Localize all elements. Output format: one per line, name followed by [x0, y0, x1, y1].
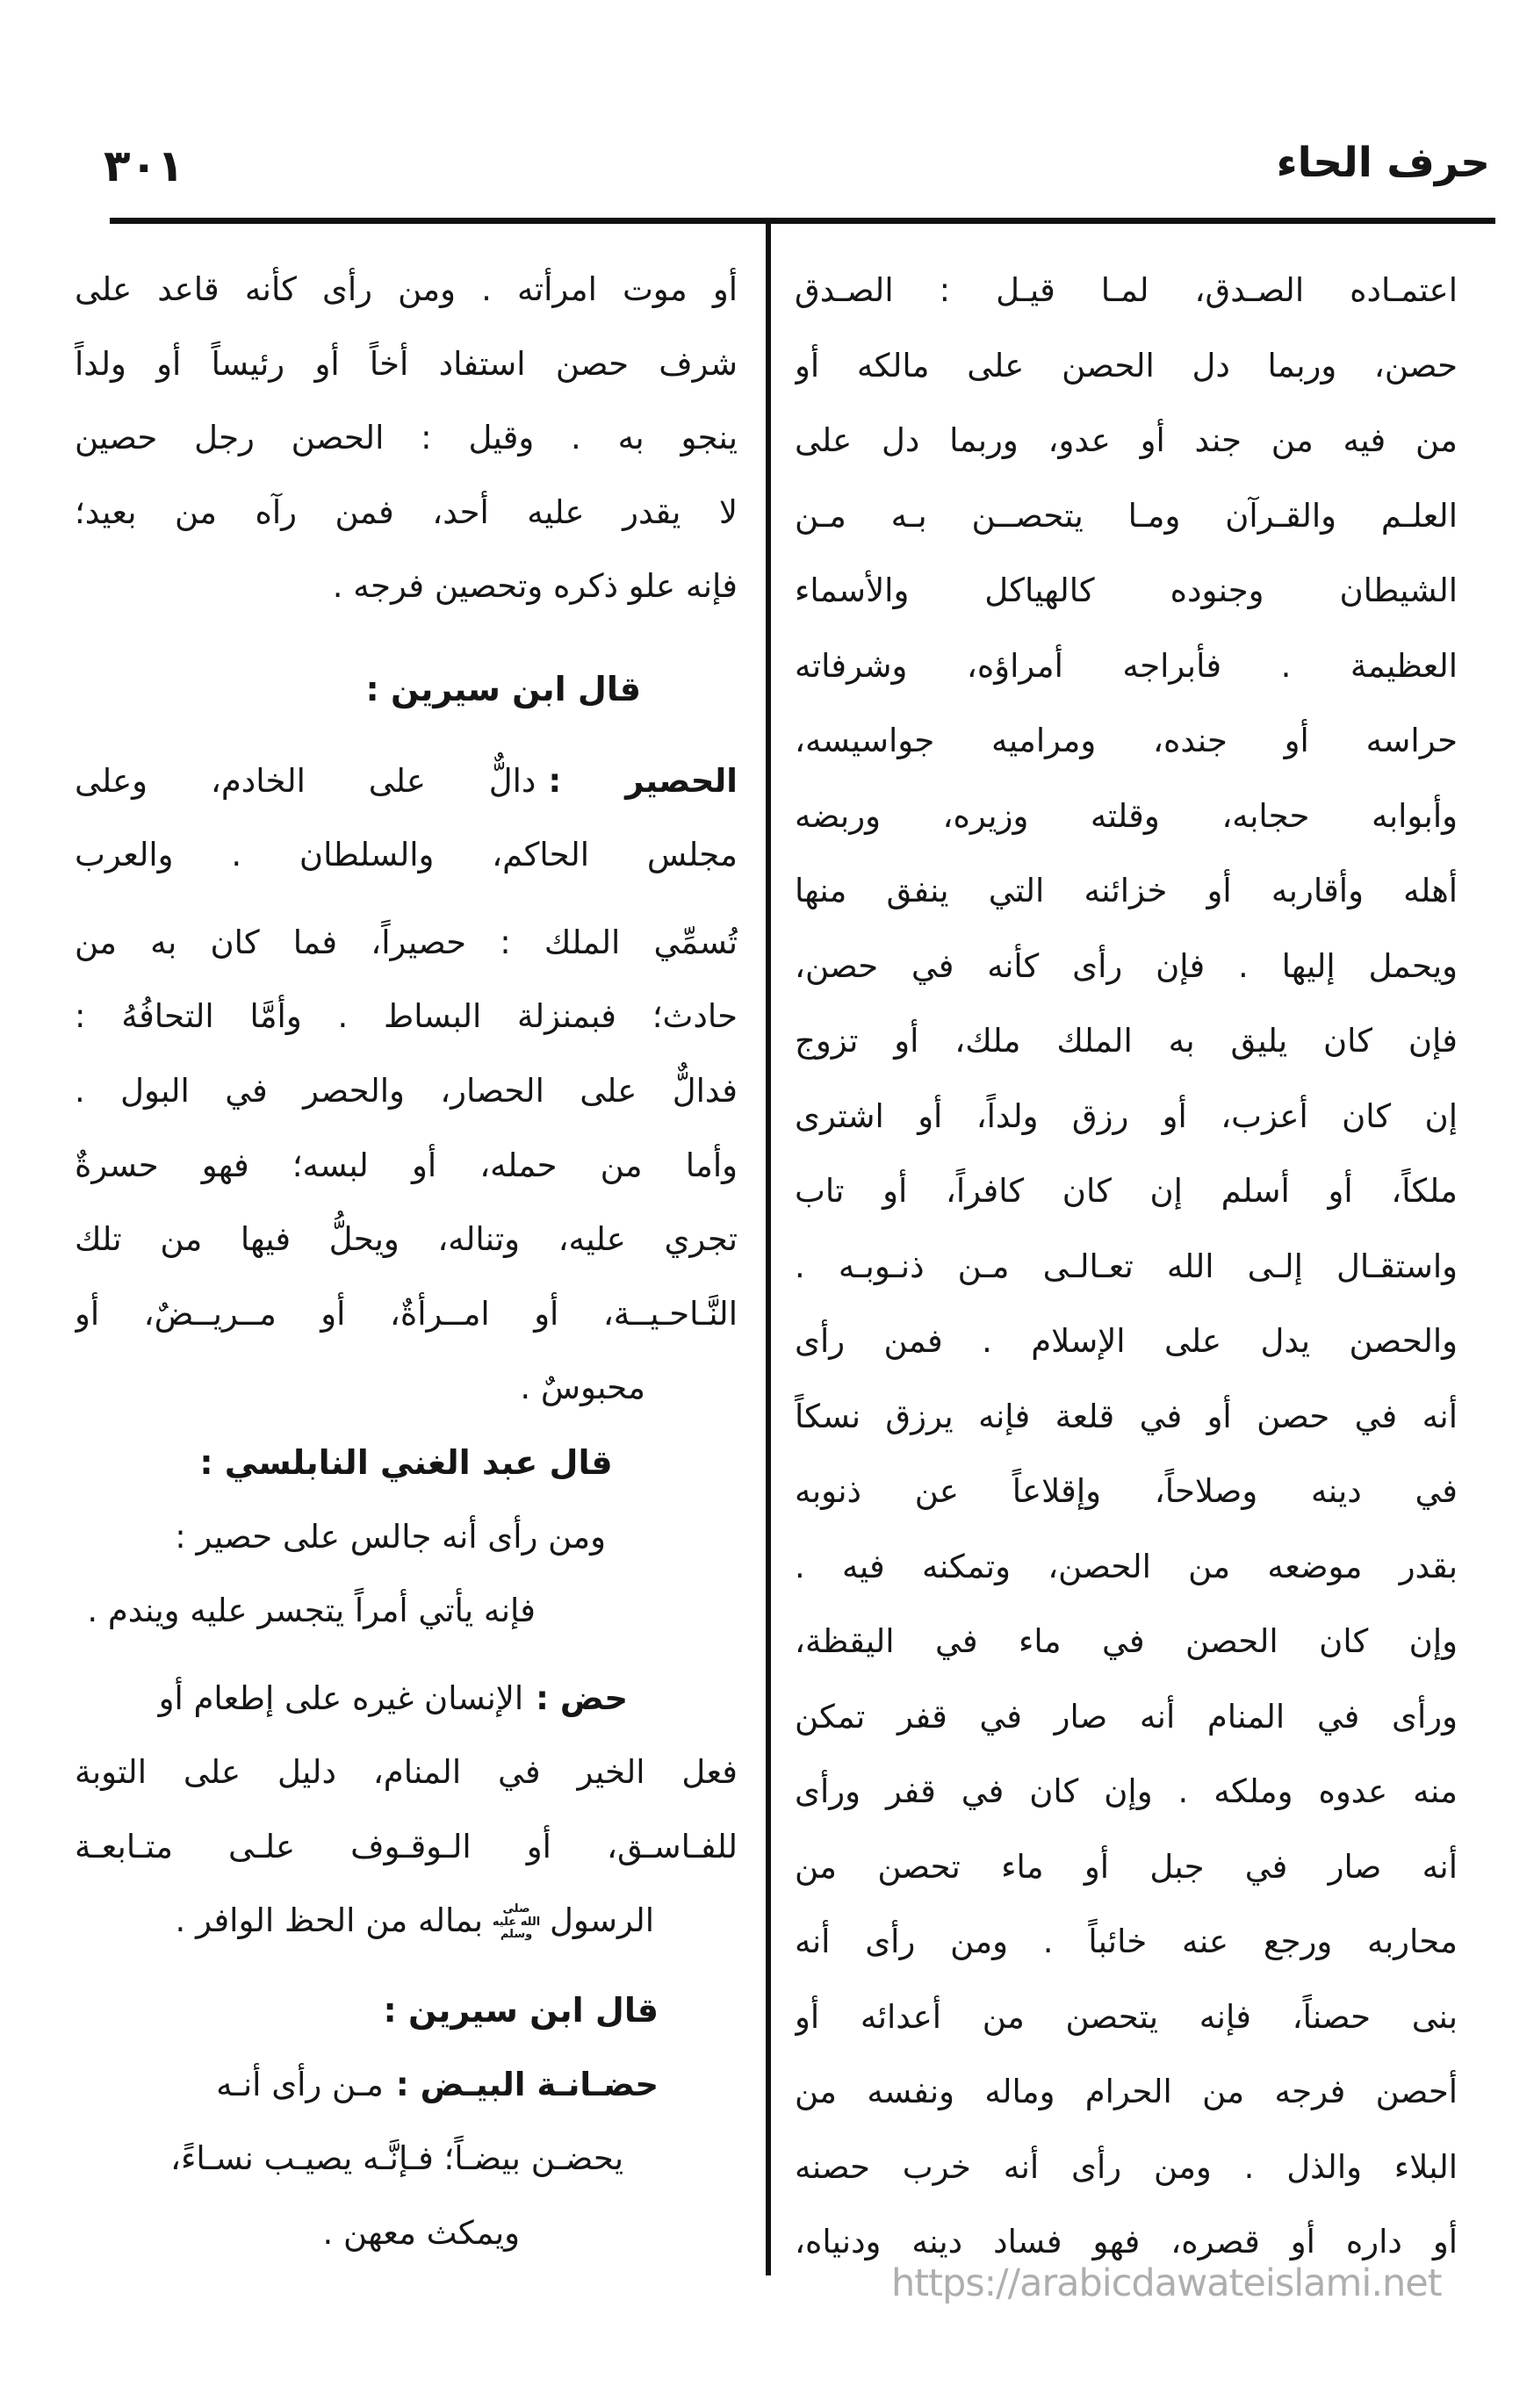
- text-line: ومن رأى أنه جالس على حصير :: [175, 1517, 606, 1556]
- text-line: أحصن فرجه من الحرام وماله ونفسه من: [795, 2073, 1458, 2110]
- text-line: فإنه يأتي أمراً يتجسر عليه ويندم .: [87, 1592, 536, 1630]
- column-divider: [766, 221, 771, 2275]
- dream-term-line: [75, 744, 738, 819]
- text-line: محاربه ورجع عنه خائباً . ومن رأى أنه: [795, 1923, 1458, 1960]
- line-text: بماله من الحظ الوافر .: [175, 1901, 484, 1940]
- text-line: مجلس الحاكم، والسلطان . والعرب: [75, 836, 738, 874]
- line-text: مـن رأى أنـه: [216, 2065, 384, 2103]
- text-line: أو موت امرأته . ومن رأى كأنه قاعد على: [75, 270, 738, 308]
- sallallahu-alayhi-wasallam-symbol: [488, 1903, 544, 1942]
- honorific-part: الله عليه: [492, 1915, 541, 1929]
- chapter-title: حرف الحاء: [1276, 139, 1490, 187]
- text-line: للفـاسـق، أو الـوقـوف علـى متـابعـة: [75, 1827, 738, 1865]
- text-line: وأما من حمله، أو لبسه؛ فهو حسرةٌ: [75, 1146, 738, 1184]
- text-line: أنه في حصن أو في قلعة فإنه يرزق نسكاً: [795, 1397, 1458, 1435]
- watermark-url: https://arabicdawateislami.net: [891, 2261, 1442, 2305]
- dream-term-line: [75, 1662, 628, 1736]
- header-rule: [110, 218, 1495, 224]
- text-line: تجري عليه، وتناله، ويحلُّ فيها من تلك: [75, 1220, 738, 1259]
- text-line: فدالٌّ على الحصار، والحصر في البول .: [75, 1071, 738, 1110]
- text-line: والحصن يدل على الإسلام . فمن رأى: [795, 1322, 1458, 1360]
- text-line: من فيه من جند أو عدو، وربما دل على: [795, 421, 1458, 459]
- text-line: اعتمـاده الصـدق، لمـا قيـل : الصـدق: [795, 271, 1458, 309]
- text-line: أهله وأقاربه أو خزائنه التي ينفق منها: [795, 872, 1458, 909]
- narrator-heading-ibn-sirin: قال ابن سيرين :: [383, 1991, 659, 2031]
- text-line: حصن، وربما دل الحصن على مالكه أو: [795, 346, 1458, 385]
- text-line-with-honorific: [75, 1884, 654, 1959]
- left-text-column: [75, 253, 738, 2270]
- text-line: البلاء والذل . ومن رأى أنه خرب حصنه: [795, 2147, 1458, 2186]
- line-text: الإنسان غيره على إطعام أو: [158, 1678, 524, 1717]
- text-line: حراسه أو جنده، ومراميه جواسيسه،: [795, 722, 1458, 759]
- dream-term-alhasir: الحصير :: [548, 761, 738, 800]
- text-line: شرف حصن استفاد أخاً أو رئيساً أو ولداً: [75, 344, 738, 383]
- text-line: تُسمِّي الملك : حصيراً، فما كان به من: [75, 923, 738, 961]
- text-line: فعل الخير في المنام، دليل على التوبة: [75, 1753, 738, 1792]
- text-line: منه عدوه وملكه . وإن كان في قفر ورأى: [795, 1772, 1458, 1810]
- right-text-column: [795, 253, 1458, 2280]
- text-line: إن كان أعزب، أو رزق ولداً، أو اشترى: [795, 1096, 1458, 1135]
- narrator-heading-nabulsi: قال عبد الغني النابلسي :: [199, 1442, 613, 1482]
- text-line: ملكاً، أو أسلم إن كان كافراً، أو تاب: [795, 1172, 1458, 1210]
- honorific-part: وسلم: [500, 1928, 533, 1942]
- text-line: واستقـال إلـى الله تعـالـى مـن ذنـوبـه .: [795, 1247, 1458, 1285]
- text-line: لا يقدر عليه أحد، فمن رآه من بعيد؛: [75, 492, 738, 531]
- text-line: أنه صار في جبل أو ماء تحصن من: [795, 1847, 1458, 1886]
- text-line: حادث؛ فبمنزلة البساط . وأمَّا التحافُهُ :: [75, 997, 738, 1036]
- line-text: الرسول: [550, 1901, 654, 1940]
- page-number: ٣٠١: [104, 140, 184, 191]
- text-line: في دينه وصلاحاً، وإقلاعاً عن ذنوبه: [795, 1472, 1458, 1510]
- text-line: ينجو به . وقيل : الحصن رجل حصين: [75, 419, 738, 457]
- dream-term-line: [75, 2048, 659, 2123]
- text-line: ورأى في المنام أنه صار في قفر تمكن: [795, 1697, 1458, 1736]
- text-line: الشيطان وجنوده كالهياكل والأسماء: [795, 571, 1458, 609]
- text-line: النَّـاحـيــة، أو امــرأةٌ، أو مــريــضٌ، أو: [75, 1294, 738, 1333]
- text-line: أو داره أو قصره، فهو فساد دينه ودنياه،: [795, 2223, 1458, 2261]
- text-line: وإن كان الحصن في ماء في اليقظة،: [795, 1622, 1458, 1660]
- text-line: ويمكث معهن .: [322, 2213, 520, 2252]
- dream-term-hadanat-albayd: حضـانـة البيـض :: [395, 2065, 659, 2103]
- text-line: يحضـن بيضـاً؛ فـإنَّـه يصيـب نسـاءً،: [170, 2139, 623, 2178]
- honorific-part: صلى: [502, 1902, 530, 1916]
- text-line: بنى حصناً، فإنه يتحصن من أعدائه أو: [795, 1997, 1458, 2036]
- text-line: بقدر موضعه من الحصن، وتمكنه فيه .: [795, 1547, 1458, 1585]
- text-line: العلـم والقـرآن ومـا يتحصــن بـه مـن: [795, 496, 1458, 535]
- line-text: دالٌّ على الخادم، وعلى: [75, 761, 537, 800]
- narrator-heading-ibn-sirin: قال ابن سيرين :: [365, 669, 641, 708]
- text-line: العظيمة . فأبراجه أمراؤه، وشرفاته: [795, 646, 1458, 685]
- dream-term-hadd: حض :: [536, 1678, 628, 1717]
- text-line: فإنه علو ذكره وتحصين فرجه .: [332, 567, 738, 606]
- text-line: ويحمل إليها . فإن رأى كأنه في حصن،: [795, 946, 1458, 985]
- text-line: محبوسٌ .: [520, 1369, 645, 1407]
- text-line: فإن كان يليق به الملك ملك، أو تزوج: [795, 1022, 1458, 1060]
- text-line: وأبوابه حجابه، وقلته وزيره، وربضه: [795, 796, 1458, 835]
